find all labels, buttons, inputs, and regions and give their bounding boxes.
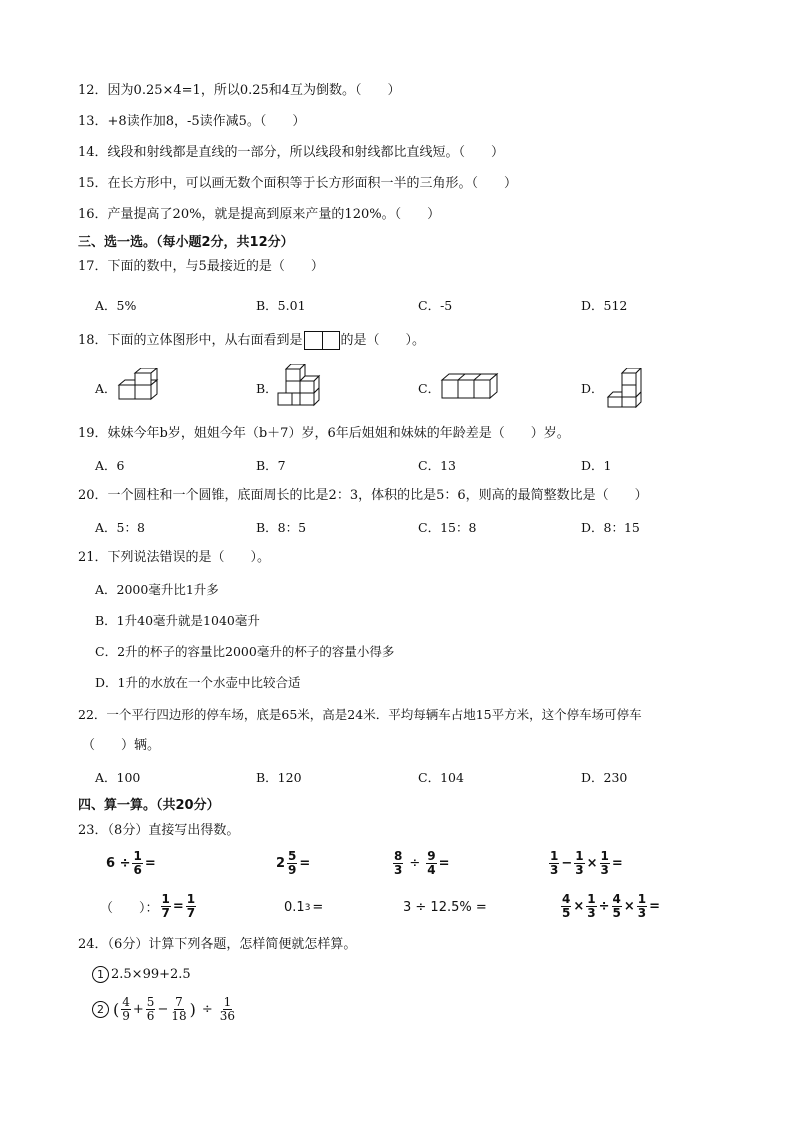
circled-one-icon: 1	[92, 966, 109, 983]
two-squares-view-icon	[304, 331, 340, 350]
q24-part-1	[92, 966, 191, 984]
q19-option-a: A．6	[95, 458, 125, 473]
question-18-stem	[78, 331, 425, 350]
question-19-stem: 19．妹妹今年b岁，姐姐今年（b＋7）岁，6年后姐姐和妹妹的年龄差是（ ）岁。	[78, 426, 570, 441]
operator: ÷	[598, 899, 610, 914]
q18-option-d: D．	[581, 381, 604, 396]
q21-option-d: D．1升的水放在一个水壶中比较合适	[95, 675, 301, 690]
question-12: 12．因为0.25×4=1，所以0.25和4互为倒数。（ ）	[78, 83, 401, 98]
fraction: $\frac{1}{7}$	[186, 892, 196, 920]
q21-option-a: A．2000毫升比1升多	[95, 582, 219, 597]
q21-option-b: B．1升40毫升就是1040毫升	[95, 613, 260, 628]
equals: =	[312, 900, 324, 915]
fraction: $\frac{7}{18}$	[171, 995, 187, 1023]
fraction: $\frac{1}{36}$	[219, 995, 236, 1023]
fraction: $\frac{1}{3}$	[587, 892, 596, 920]
question-22-stem-cont: （ ）辆。	[82, 738, 161, 753]
cube-stack-d-icon	[602, 368, 646, 408]
q23-e1-lhs: 6 ÷	[106, 856, 131, 871]
fraction: $\frac{1}{3}$	[600, 849, 609, 877]
fraction: $\frac{4}{9}$	[122, 995, 130, 1023]
q19-option-c: C．13	[418, 458, 456, 473]
q18-stem-after: 的是（ ）。	[340, 333, 426, 348]
operator: −	[561, 856, 573, 871]
q20-option-c: C．15：8	[418, 520, 477, 535]
fraction: $\frac{1}{3}$	[575, 849, 584, 877]
operator: ×	[623, 899, 635, 914]
equals: =	[438, 856, 450, 871]
q22-option-b: B．120	[256, 770, 302, 785]
q18-option-b: B．	[256, 381, 278, 396]
fraction: $\frac{1}{3}$	[637, 892, 647, 920]
q23-e2-whole: 2	[276, 856, 286, 871]
q19-option-b: B．7	[256, 458, 286, 473]
fraction: $\frac{4}{5}$	[562, 892, 571, 920]
question-17-stem: 17．下面的数中，与5最接近的是（ ）	[78, 259, 324, 274]
q22-option-a: A．100	[95, 770, 141, 785]
q18-stem-before: 18．下面的立体图形中，从右面看到是	[78, 333, 303, 348]
equals: =	[611, 856, 623, 871]
operator: ÷	[201, 1002, 213, 1017]
q18-option-a: A．	[95, 381, 117, 396]
operator: ÷	[409, 856, 421, 871]
q23-expr-5	[100, 893, 196, 920]
fraction: $\frac{1}{6}$	[133, 849, 142, 877]
q23-expr-2	[276, 850, 310, 877]
q21-option-c: C．2升的杯子的容量比2000毫升的杯子的容量小得多	[95, 644, 395, 659]
q23-expr-6	[284, 900, 323, 915]
operator: ×	[586, 856, 598, 871]
equals: =	[299, 856, 311, 871]
q23-expr-3	[393, 850, 450, 877]
equals: =	[649, 899, 661, 914]
q17-option-a: A．5%	[95, 298, 137, 313]
answer-blank: （ ）：	[100, 901, 159, 916]
q20-option-b: B．8：5	[256, 520, 307, 535]
question-20-stem: 20．一个圆柱和一个圆锥，底面周长的比是2：3，体积的比是5：6，则高的最简整数比是（ ）	[78, 488, 648, 503]
question-22-stem: 22．一个平行四边形的停车场，底是65米，高是24米．平均每辆车占地15平方米，这个停车场可停车	[78, 707, 642, 722]
fraction: $\frac{1}{3}$	[550, 849, 559, 877]
q20-option-d: D．8：15	[581, 520, 640, 535]
fraction: $\frac{5}{6}$	[146, 995, 155, 1023]
section-3-heading: 三、选一选。（每小题2分，共12分）	[78, 235, 294, 250]
q17-option-b: B．5.01	[256, 298, 306, 313]
fraction: $\frac{4}{5}$	[612, 892, 621, 920]
question-21-stem: 21．下列说法错误的是（ ）。	[78, 550, 271, 565]
left-paren: (	[113, 1000, 120, 1019]
right-paren: )	[189, 1000, 196, 1019]
operator: ×	[573, 899, 585, 914]
q17-option-c: C．-5	[418, 298, 453, 313]
q24-part-1-expr: 2.5×99+2.5	[111, 967, 191, 982]
q19-option-d: D．1	[581, 458, 612, 473]
q23-e6-base: 0.1	[284, 900, 305, 915]
equals: =	[172, 899, 184, 914]
cube-stack-c-icon	[440, 372, 500, 402]
equals: =	[144, 856, 156, 871]
q23-expr-1	[106, 850, 156, 877]
fraction: $\frac{9}{4}$	[427, 849, 436, 877]
q23-expr-4	[549, 850, 623, 877]
q23-expr-8	[561, 893, 660, 920]
question-15: 15．在长方形中，可以画无数个面积等于长方形面积一半的三角形。（ ）	[78, 176, 518, 191]
fraction: $\frac{8}{3}$	[394, 849, 403, 877]
operator: −	[157, 1002, 169, 1017]
question-23-stem: 23．（8分）直接写出得数。	[78, 823, 240, 838]
question-24-stem: 24．（6分）计算下列各题，怎样简便就怎样算。	[78, 937, 357, 952]
question-13: 13．+8读作加8，-5读作减5。（ ）	[78, 114, 306, 129]
q24-part-2	[92, 996, 236, 1023]
cube-stack-a-icon	[117, 368, 165, 406]
circled-two-icon: 2	[92, 1001, 109, 1018]
question-16: 16．产量提高了20%，就是提高到原来产量的120%。（ ）	[78, 207, 441, 222]
q17-option-d: D．512	[581, 298, 628, 313]
q23-expr-7: 3 ÷ 12.5% =	[403, 900, 487, 915]
q23-e6-exponent: 3	[304, 902, 311, 913]
q22-option-d: D．230	[581, 770, 628, 785]
cube-stack-b-icon	[276, 364, 324, 408]
section-4-heading: 四、算一算。（共20分）	[78, 798, 220, 813]
operator: +	[132, 1002, 144, 1017]
fraction: $\frac{1}{7}$	[161, 892, 170, 920]
q18-option-c: C．	[418, 381, 441, 396]
q22-option-c: C．104	[418, 770, 464, 785]
fraction: $\frac{5}{9}$	[288, 849, 297, 877]
question-14: 14．线段和射线都是直线的一部分，所以线段和射线都比直线短。（ ）	[78, 145, 505, 160]
q20-option-a: A．5：8	[95, 520, 145, 535]
